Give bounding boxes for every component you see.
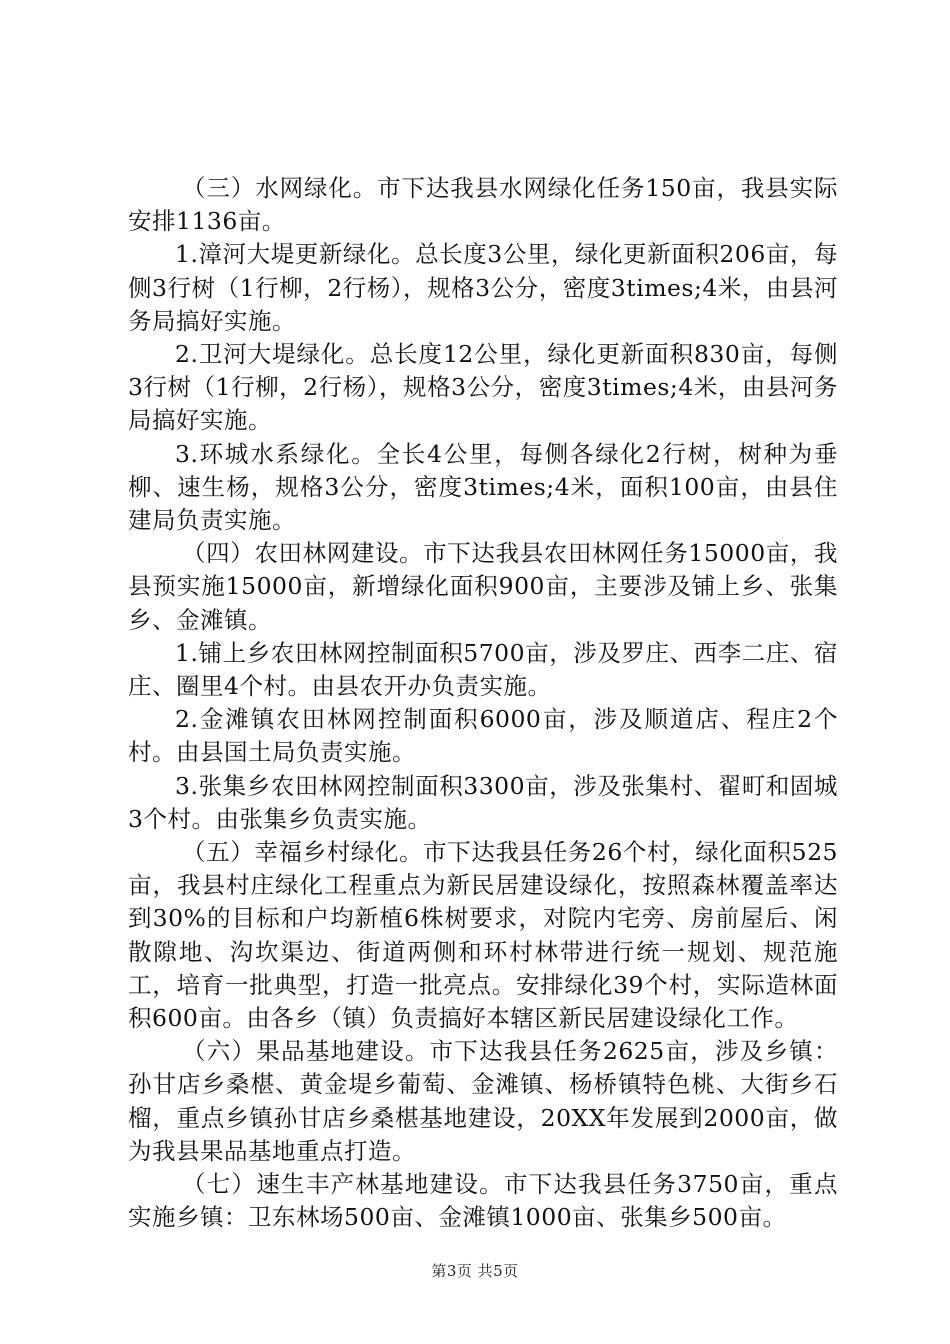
paragraph-section-5: （五）幸福乡村绿化。市下达我县任务26个村，绿化面积525亩，我县村庄绿化工程重点为新民居建设绿化，按照森林覆盖率达到30%的目标和户均新植6株树要求，对院内宅旁、房前屋后、闲散隙地、沟坎渠边、街道两侧和环村林带进行统一规划、规范施工，培育一批典型，打造一批亮点。安排绿化39个村，实际造林面积600亩。由各乡（镇）负责搞好本辖区新民居建设绿化工作。 — [128, 838, 838, 1033]
document-body — [128, 172, 838, 1235]
paragraph-item-4-1: 1.铺上乡农田林网控制面积5700亩，涉及罗庄、西李二庄、宿庄、圈里4个村。由县农开办负责实施。 — [128, 638, 838, 701]
paragraph-item-3-2: 2.卫河大堤绿化。总长度12公里，绿化更新面积830亩，每侧3行树（1行柳，2行杨），规格3公分，密度3times;4米，由县河务局搞好实施。 — [128, 340, 838, 435]
paragraph-item-4-2: 2.金滩镇农田林网控制面积6000亩，涉及顺道店、程庄2个村。由县国土局负责实施。 — [128, 705, 838, 767]
paragraph-section-7: （七）速生丰产林基地建设。市下达我县任务3750亩，重点实施乡镇：卫东林场500亩、金滩镇1000亩、张集乡500亩。 — [128, 1170, 838, 1232]
paragraph-section-6: （六）果品基地建设。市下达我县任务2625亩，涉及乡镇：孙甘店乡桑椹、黄金堤乡葡萄、金滩镇、杨桥镇特色桃、大街乡石榴，重点乡镇孙甘店乡桑椹基地建设，20XX年发展到2000亩，做为我县果品基地重点打造。 — [128, 1037, 838, 1165]
paragraph-section-3: （三）水网绿化。市下达我县水网绿化任务150亩，我县实际安排1136亩。 — [128, 174, 838, 236]
page-number-footer: 第3页 共5页 — [431, 1262, 519, 1280]
paragraph-item-3-1: 1.漳河大堤更新绿化。总长度3公里，绿化更新面积206亩，每侧3行树（1行柳，2行杨），规格3公分，密度3times;4米，由县河务局搞好实施。 — [128, 240, 838, 335]
paragraph-section-4: （四）农田林网建设。市下达我县农田林网任务15000亩，我县预实施15000亩，新增绿化面积900亩，主要涉及铺上乡、张集乡、金滩镇。 — [128, 539, 838, 634]
paragraph-item-4-3: 3.张集乡农田林网控制面积3300亩，涉及张集村、翟町和固城3个村。由张集乡负责实施。 — [128, 771, 838, 833]
paragraph-item-3-3: 3.环城水系绿化。全长4公里，每侧各绿化2行树，树种为垂柳、速生杨，规格3公分，密度3times;4米，面积100亩，由县住建局负责实施。 — [128, 439, 838, 535]
